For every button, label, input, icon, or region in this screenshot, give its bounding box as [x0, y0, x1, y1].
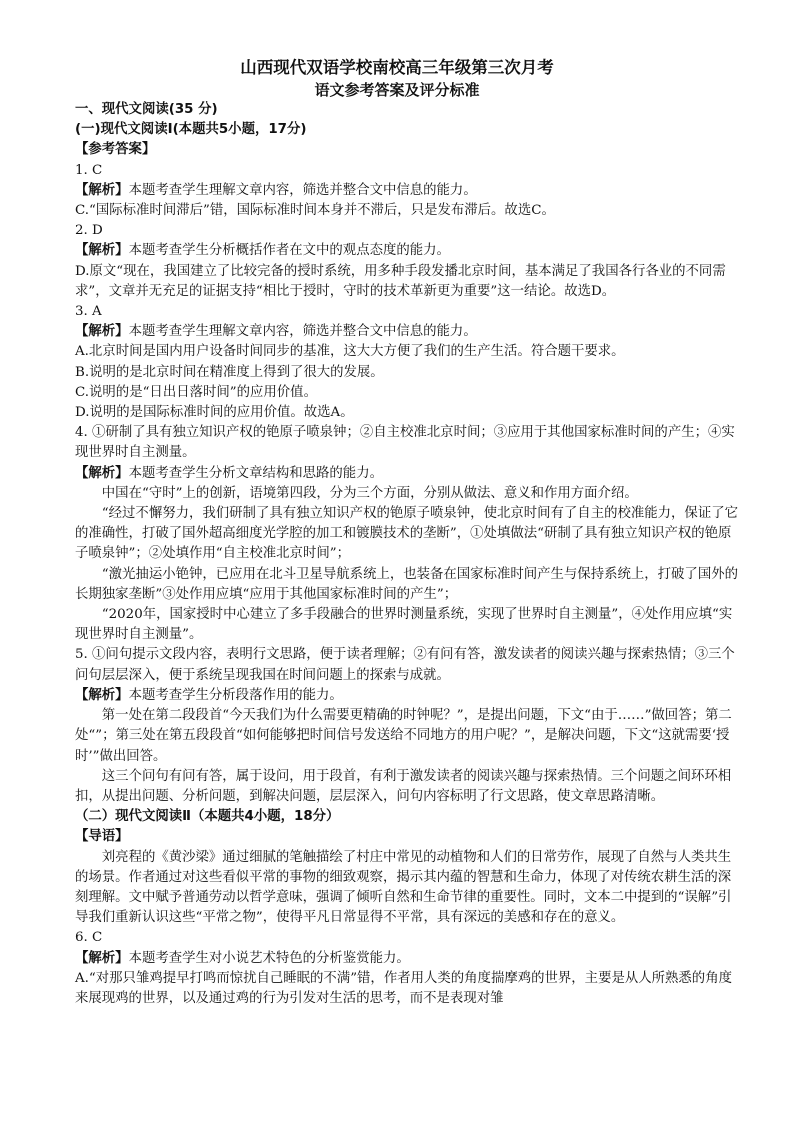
- q4-answer: 4. ①研制了具有独立知识产权的铯原子喷泉钟；②自主校准北京时间；③应用于其他国家标准时间的产生；④实现世界时自主测量。: [75, 425, 735, 461]
- q2-analysis-text: 本题考查学生分析概括作者在文中的观点态度的能力。: [128, 243, 450, 259]
- guide-paragraph: 刘亮程的《黄沙梁》通过细腻的笔触描绘了村庄中常见的动植物和人们的日常劳作，展现了自然与人类共生的场景。作者通过对这些看似平常的事物的细致观察，揭示其内蕴的智慧和生命力，体现了对传统农耕生活的深刻理解。文中赋予普通劳动以哲学意味，强调了倾听自然和生命节律的重要性。同时，文本二中提到的“误解”引导我们重新认识这些“平常之物”，使得平凡日常显得不平常，具有深远的美感和存在的意义。: [75, 849, 732, 926]
- q3-analysis-text: 本题考查学生理解文章内容，筛选并整合文中信息的能力。: [128, 324, 477, 340]
- analysis-tag: 【解析】: [75, 687, 129, 703]
- q4-paragraph-3: “激光抽运小铯钟，已应用在北斗卫星导航系统上，也装备在国家标准时间产生与保持系统上，打破了国外的长期独家垄断”③处作用应填“应用于其他国家标准时间的产生”；: [75, 566, 738, 602]
- q2-option-d: D.原文“现在，我国建立了比较完备的授时系统，用多种手段发播北京时间，基本满足了我国各行各业的不同需求”，文章并无充足的证据支持“相比于授时，守时的技术革新更为重要”这一结论。故选D。: [75, 263, 726, 299]
- q4-paragraph-4: “2020年，国家授时中心建立了多手段融合的世界时测量系统，实现了世界时自主测量”，④处作用应填“实现世界时自主测量”。: [75, 607, 733, 643]
- guide-tag: 【导语】: [75, 829, 129, 845]
- q3-analysis: [75, 322, 740, 342]
- q3-option-d: D.说明的是国际标准时间的应用价值。故选A。: [75, 405, 354, 421]
- section-2-heading: （二）现代文阅读Ⅱ（本题共4小题，18分）: [75, 809, 340, 825]
- q1-option-c: C.“国际标准时间滞后”错，国际标准时间本身并不滞后，只是发布滞后。故选C。: [75, 203, 555, 219]
- analysis-tag: 【解析】: [75, 465, 129, 481]
- q4-paragraph-1: 中国在“守时”上的创新，语境第四段，分为三个方面，分别从做法、意义和作用方面介绍。: [101, 485, 638, 501]
- q4-analysis-text: 本题考查学生分析文章结构和思路的能力。: [128, 465, 383, 481]
- q1-analysis: [75, 181, 740, 201]
- section-heading: 一、现代文阅读(35 分): [75, 102, 218, 117]
- q1-analysis-text: 本题考查学生理解文章内容，筛选并整合文中信息的能力。: [128, 182, 477, 198]
- q3-option-c: C.说明的是“日出日落时间”的应用价值。: [75, 384, 317, 400]
- q3-answer: 3. A: [75, 304, 102, 320]
- answer-tag: 【参考答案】: [75, 142, 156, 158]
- analysis-tag: 【解析】: [75, 182, 129, 198]
- q2-answer: 2. D: [75, 223, 103, 239]
- analysis-tag: 【解析】: [75, 950, 129, 966]
- q5-paragraph-1: 第一处在第二段段首“今天我们为什么需要更精确的时钟呢？”，是提出问题，下文“由于……”做回答；第二处“”；第三处在第五段段首“如何能够把时间信号发送给不同地方的用户呢？”，是解决问题，下文“这就需要‘授时’”做出回答。: [75, 708, 732, 764]
- document-body: [75, 100, 740, 1009]
- q5-answer: 5. ①问句提示文段内容，表明行文思路，便于读者理解；②有问有答，激发读者的阅读兴趣与探索热情；③三个问句层层深入，便于系统呈现我国在时间问题上的探索与成就。: [75, 647, 735, 683]
- q2-analysis: [75, 241, 740, 261]
- q1-answer: 1. C: [75, 162, 103, 178]
- q6-analysis: [75, 949, 740, 969]
- q5-analysis-text: 本题考查学生分析段落作用的能力。: [128, 687, 343, 703]
- q5-analysis: [75, 686, 740, 706]
- q6-analysis-text: 本题考查学生对小说艺术特色的分析鉴赏能力。: [128, 950, 410, 966]
- q6-answer: 6. C: [75, 930, 103, 946]
- q4-analysis: [75, 464, 740, 484]
- q3-option-b: B.说明的是北京时间在精准度上得到了很大的发展。: [75, 364, 384, 380]
- q4-paragraph-2: “经过不懈努力，我们研制了具有独立知识产权的铯原子喷泉钟，使北京时间有了自主的校准能力，保证了它的准确性，打破了国外超高细度光学腔的加工和镀膜技术的垄断”，①处填做法“研制了具有独立知识产权的铯原子喷泉钟”；②处填作用“自主校准北京时间”；: [75, 506, 738, 562]
- subsection-heading: (一)现代文阅读Ⅰ(本题共5小题，17分): [75, 122, 307, 138]
- analysis-tag: 【解析】: [75, 324, 129, 340]
- analysis-tag: 【解析】: [75, 243, 129, 259]
- q5-paragraph-2: 这三个问句有问有答，属于设问，用于段首，有利于激发读者的阅读兴趣与探索热情。三个问题之间环环相扣，从提出问题、分析问题，到解决问题，层层深入，问句内容标明了行文思路，使文章思路清晰。: [75, 768, 732, 804]
- document-title: 山西现代双语学校南校高三年级第三次月考: [240, 58, 554, 77]
- q3-option-a: A.北京时间是国内用户设备时间同步的基准，这大大方便了我们的生产生活。符合题干要求。: [75, 344, 625, 360]
- q6-option-a: A.“对那只雏鸡提早打鸣而惊扰自己睡眠的不满”错，作者用人类的角度揣摩鸡的世界，主要是从人所熟悉的角度来展现鸡的世界，以及通过鸡的行为引发对生活的思考，而不是表现对雏: [75, 970, 732, 1006]
- document-subtitle: 语文参考答案及评分标准: [314, 81, 480, 99]
